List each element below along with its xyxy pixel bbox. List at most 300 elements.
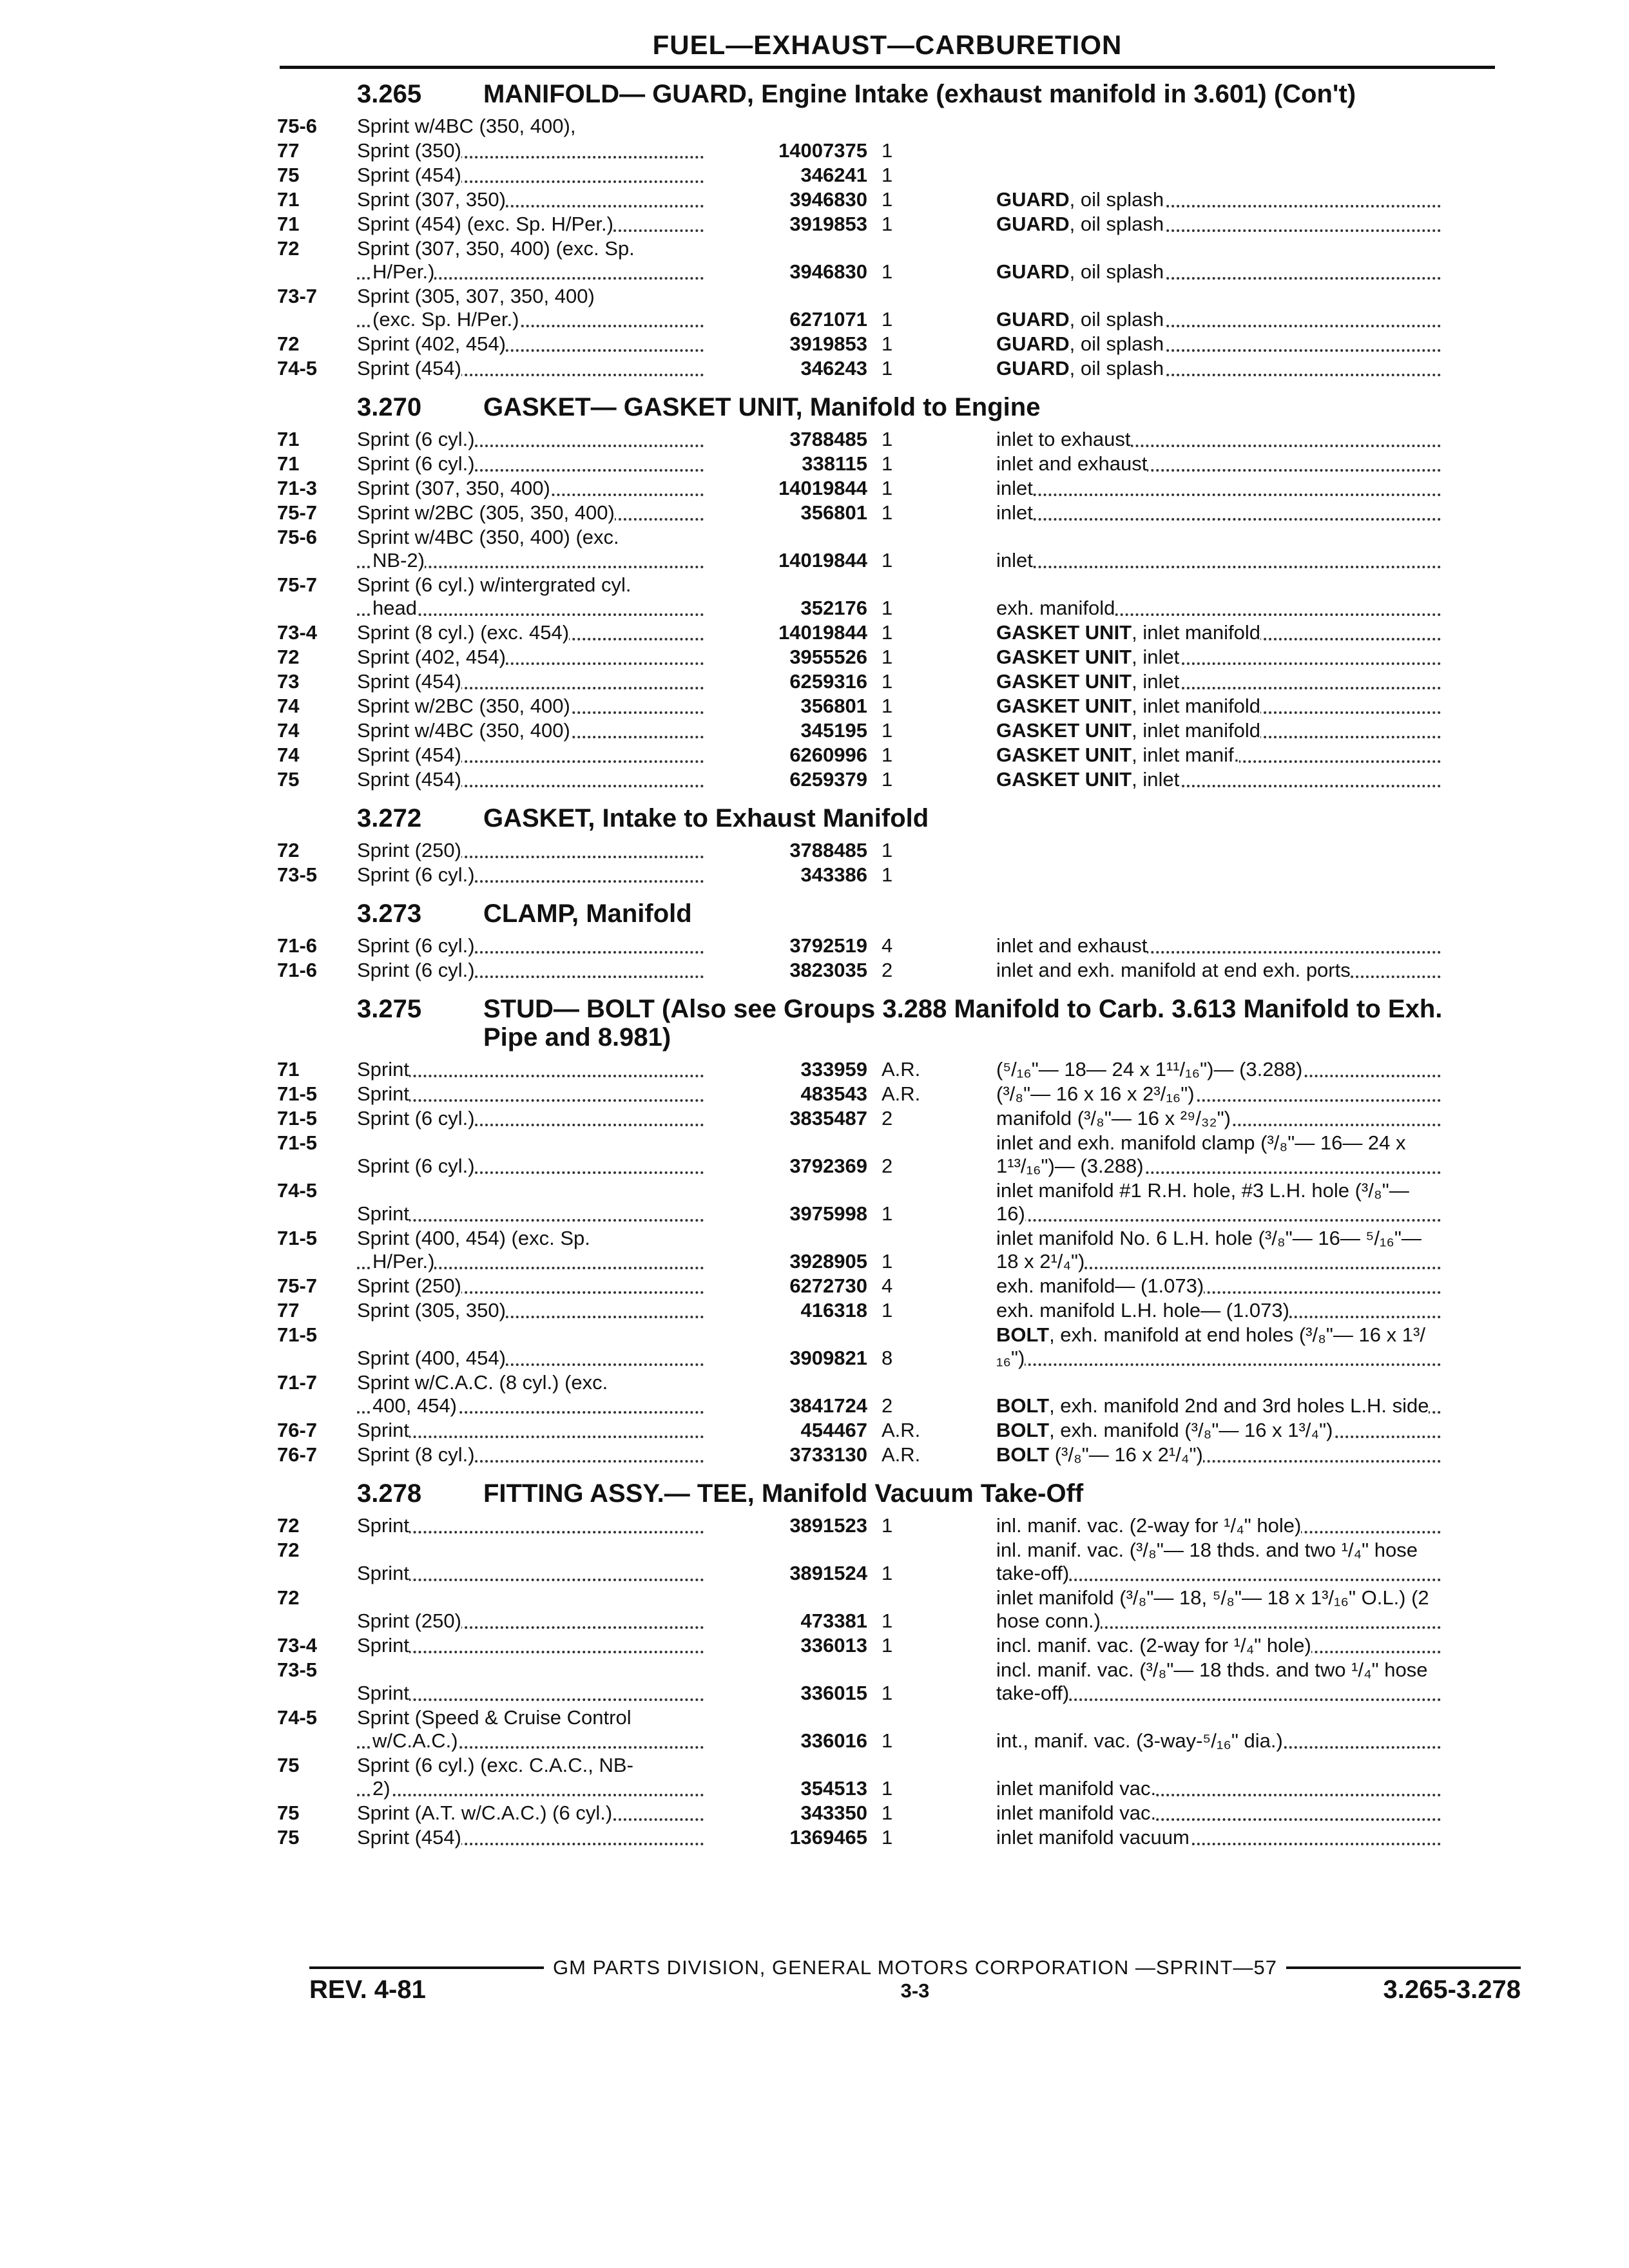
model-application xyxy=(357,934,713,957)
description-text: inlet manifold (³/₈"— 18, ⁵/₈"— 18 x 1³/₁₆" O.L.) (2 hose conn.) xyxy=(996,1586,1429,1632)
model-line xyxy=(357,1419,713,1442)
description-part-name: BOLT xyxy=(996,1394,1050,1417)
model-line xyxy=(357,959,713,982)
part-row xyxy=(277,1299,1501,1322)
part-description xyxy=(919,959,1441,982)
description-part-name: GASKET UNIT xyxy=(996,768,1132,791)
quantity: A.R. xyxy=(882,1443,921,1466)
model-text: Sprint (454) xyxy=(357,1826,461,1849)
model-text: 400, 454) xyxy=(372,1394,457,1417)
part-row xyxy=(277,1443,1501,1466)
model-text: Sprint (A.T. w/C.A.C.) (6 cyl.) xyxy=(357,1802,613,1824)
description-text: exh. manifold xyxy=(996,597,1115,619)
quantity: 1 xyxy=(882,695,893,717)
part-number: 354513 xyxy=(800,1777,867,1800)
model-text: head xyxy=(372,597,417,619)
description-part-name: GASKET UNIT xyxy=(996,670,1132,693)
part-description xyxy=(919,428,1441,451)
part-number: 336015 xyxy=(800,1682,867,1704)
part-description xyxy=(919,695,1441,718)
model-text: Sprint (6 cyl.) (exc. C.A.C., NB- xyxy=(357,1754,633,1776)
model-years: 73-4 xyxy=(277,1634,318,1657)
model-text: H/Per.) xyxy=(372,260,435,283)
part-description xyxy=(919,1634,1441,1657)
part-row xyxy=(277,1514,1501,1537)
part-number: 6271071 xyxy=(789,308,867,331)
model-text: Sprint (402, 454) xyxy=(357,332,506,355)
model-line xyxy=(357,1610,713,1633)
model-years: 75 xyxy=(277,768,300,791)
quantity: A.R. xyxy=(882,1419,921,1441)
description-text: inl. manif. vac. (³/₈"— 18 thds. and two ¹/₄" hose take-off) xyxy=(996,1539,1418,1584)
part-row xyxy=(277,188,1501,211)
quantity: 1 xyxy=(882,188,893,211)
part-number: 1369465 xyxy=(789,1826,867,1849)
quantity: 1 xyxy=(882,768,893,791)
model-line xyxy=(357,719,713,742)
catalog-section xyxy=(277,804,1501,887)
description-text: GASKET UNIT, inlet xyxy=(996,768,1180,791)
part-row xyxy=(277,477,1501,500)
quantity: 1 xyxy=(882,549,893,572)
model-line xyxy=(357,308,713,331)
part-number: 3975998 xyxy=(789,1202,867,1225)
model-years: 71 xyxy=(277,1058,300,1081)
model-application xyxy=(357,1634,713,1657)
model-line xyxy=(357,526,713,549)
section-title: GASKET, Intake to Exhaust Manifold xyxy=(483,804,929,832)
model-application xyxy=(357,452,713,476)
section-heading xyxy=(277,1479,1501,1508)
part-row xyxy=(277,719,1501,742)
model-text: Sprint xyxy=(357,1682,409,1704)
quantity: 1 xyxy=(882,1802,893,1824)
model-years: 75-6 xyxy=(277,115,318,137)
section-heading xyxy=(277,804,1501,832)
quantity: 1 xyxy=(882,839,893,861)
part-number: 3909821 xyxy=(789,1347,867,1369)
model-line xyxy=(357,597,713,620)
part-row xyxy=(277,1274,1501,1298)
description-text: GUARD, oil splash xyxy=(996,213,1164,235)
part-row xyxy=(277,670,1501,693)
quantity: 1 xyxy=(882,670,893,693)
catalog-section xyxy=(277,393,1501,791)
model-application xyxy=(357,1610,713,1633)
part-number: 3788485 xyxy=(789,428,867,450)
model-application xyxy=(357,526,713,572)
model-years: 71-5 xyxy=(277,1227,318,1249)
model-application xyxy=(357,1562,713,1585)
quantity: 1 xyxy=(882,332,893,355)
model-line xyxy=(357,1562,713,1585)
description-text: BOLT (³/₈"— 16 x 2¹/₄") xyxy=(996,1443,1203,1466)
part-row xyxy=(277,695,1501,718)
quantity: 1 xyxy=(882,1202,893,1225)
part-description xyxy=(919,308,1441,331)
quantity: 4 xyxy=(882,1274,893,1297)
description-text: inlet to exhaust xyxy=(996,428,1131,450)
quantity: 1 xyxy=(882,428,893,450)
model-years: 77 xyxy=(277,139,300,162)
part-row xyxy=(277,1754,1501,1800)
model-years: 71 xyxy=(277,188,300,211)
model-application xyxy=(357,1155,713,1178)
model-application xyxy=(357,1107,713,1130)
quantity: 1 xyxy=(882,863,893,886)
part-row xyxy=(277,1706,1501,1753)
quantity: 8 xyxy=(882,1347,893,1369)
part-row xyxy=(277,1826,1501,1849)
quantity: 1 xyxy=(882,1777,893,1800)
part-description xyxy=(919,501,1441,524)
part-number: 3891524 xyxy=(789,1562,867,1584)
model-years: 75 xyxy=(277,1826,300,1849)
model-text: Sprint (6 cyl.) xyxy=(357,1107,475,1129)
description-text: (³/₈"— 16 x 16 x 2³/₁₆") xyxy=(996,1082,1195,1105)
model-years: 75-7 xyxy=(277,501,318,524)
model-years: 71-6 xyxy=(277,934,318,957)
model-line xyxy=(357,1394,713,1418)
model-years: 77 xyxy=(277,1299,300,1321)
model-application xyxy=(357,213,713,236)
part-row xyxy=(277,1323,1501,1370)
part-row xyxy=(277,621,1501,644)
model-years: 72 xyxy=(277,1539,300,1561)
description-text: inlet and exhaust xyxy=(996,452,1148,475)
page-footer xyxy=(309,1941,1521,2012)
part-row xyxy=(277,934,1501,957)
description-part-name: BOLT xyxy=(996,1419,1050,1441)
model-line xyxy=(357,357,713,380)
description-part-name: GUARD xyxy=(996,213,1070,235)
model-line xyxy=(357,1754,713,1777)
footer-revision: REV. 4-81 xyxy=(309,1975,426,2004)
part-row xyxy=(277,959,1501,982)
description-text: exh. manifold L.H. hole— (1.073) xyxy=(996,1299,1289,1321)
description-text: inlet xyxy=(996,477,1033,499)
model-line xyxy=(357,1082,713,1106)
part-number: 416318 xyxy=(800,1299,867,1321)
model-application xyxy=(357,1227,713,1273)
part-number: 3823035 xyxy=(789,959,867,981)
model-text: Sprint (250) xyxy=(357,839,461,861)
part-description xyxy=(919,260,1441,284)
part-number: 3946830 xyxy=(789,260,867,283)
model-years: 72 xyxy=(277,646,300,668)
model-text: Sprint (8 cyl.) (exc. 454) xyxy=(357,621,570,644)
description-text: (⁵/₁₆"— 18— 24 x 1¹¹/₁₆")— (3.288) xyxy=(996,1058,1303,1081)
description-text: GASKET UNIT, inlet manifold xyxy=(996,621,1261,644)
model-line xyxy=(357,839,713,862)
model-text: Sprint w/C.A.C. (8 cyl.) (exc. xyxy=(357,1371,608,1394)
model-text: Sprint (454) xyxy=(357,670,461,693)
part-description xyxy=(919,1777,1441,1800)
model-text: Sprint (400, 454) (exc. Sp. xyxy=(357,1227,590,1249)
part-description xyxy=(919,1299,1441,1322)
model-application xyxy=(357,332,713,356)
section-title: FITTING ASSY.— TEE, Manifold Vacuum Take-Off xyxy=(483,1479,1084,1508)
section-number: 3.272 xyxy=(357,804,422,832)
model-years: 71-7 xyxy=(277,1371,318,1394)
footer-rule-left xyxy=(309,1966,544,1969)
part-number: 345195 xyxy=(800,719,867,742)
model-application xyxy=(357,1347,713,1370)
part-number: 14019844 xyxy=(778,549,867,572)
model-line xyxy=(357,260,713,284)
part-row xyxy=(277,1802,1501,1825)
description-text: GASKET UNIT, inlet xyxy=(996,646,1180,668)
quantity: 1 xyxy=(882,1514,893,1537)
model-application xyxy=(357,164,713,187)
quantity: 1 xyxy=(882,1610,893,1632)
part-row xyxy=(277,139,1501,162)
part-description xyxy=(919,1539,1441,1585)
model-line xyxy=(357,139,713,162)
quantity: 2 xyxy=(882,1107,893,1129)
model-text: Sprint xyxy=(357,1058,409,1081)
section-heading xyxy=(277,393,1501,421)
model-years: 74 xyxy=(277,744,300,766)
model-application xyxy=(357,670,713,693)
part-description xyxy=(919,213,1441,236)
model-years: 75 xyxy=(277,164,300,186)
model-line xyxy=(357,1299,713,1322)
model-line xyxy=(357,213,713,236)
model-line xyxy=(357,1347,713,1370)
description-text: incl. manif. vac. (³/₈"— 18 thds. and two ¹/₄" hose take-off) xyxy=(996,1658,1428,1704)
part-row xyxy=(277,768,1501,791)
part-number: 333959 xyxy=(800,1058,867,1081)
quantity: 1 xyxy=(882,213,893,235)
model-line xyxy=(357,477,713,500)
model-text: w/C.A.C.) xyxy=(372,1729,458,1752)
description-text: inlet manifold No. 6 L.H. hole (³/₈"— 16— ⁵/₁₆"— 18 x 2¹/₄") xyxy=(996,1227,1422,1273)
model-text: Sprint xyxy=(357,1202,409,1225)
quantity: 1 xyxy=(882,597,893,619)
model-years: 72 xyxy=(277,332,300,355)
quantity: 2 xyxy=(882,1394,893,1417)
model-application xyxy=(357,115,713,138)
model-text: Sprint xyxy=(357,1082,409,1105)
model-line xyxy=(357,285,713,308)
model-text: Sprint xyxy=(357,1562,409,1584)
model-text: Sprint (305, 307, 350, 400) xyxy=(357,285,595,307)
quantity: 1 xyxy=(882,1250,893,1273)
part-number: 3835487 xyxy=(789,1107,867,1129)
model-text: Sprint (6 cyl.) xyxy=(357,428,475,450)
model-text: Sprint (305, 350) xyxy=(357,1299,506,1321)
part-description xyxy=(919,1514,1441,1537)
part-row xyxy=(277,839,1501,862)
model-text: Sprint (454) xyxy=(357,768,461,791)
part-description xyxy=(919,452,1441,476)
model-line xyxy=(357,332,713,356)
quantity: 1 xyxy=(882,164,893,186)
part-description xyxy=(919,1058,1441,1081)
model-text: NB-2) xyxy=(372,549,425,572)
part-description xyxy=(919,1227,1441,1273)
section-title: GASKET— GASKET UNIT, Manifold to Engine xyxy=(483,393,1041,421)
section-heading xyxy=(277,899,1501,928)
model-years: 74 xyxy=(277,719,300,742)
part-description xyxy=(919,768,1441,791)
part-description xyxy=(919,477,1441,500)
description-text: inlet xyxy=(996,549,1033,572)
model-line xyxy=(357,115,713,138)
description-text: GUARD, oil splash xyxy=(996,332,1164,355)
description-text: GASKET UNIT, inlet manif. xyxy=(996,744,1240,766)
parts-catalog-body xyxy=(277,80,1501,1850)
model-text: Sprint (307, 350, 400) (exc. Sp. xyxy=(357,237,635,260)
catalog-section xyxy=(277,80,1501,380)
part-row xyxy=(277,1586,1501,1633)
model-line xyxy=(357,621,713,644)
description-text: GUARD, oil splash xyxy=(996,260,1164,283)
model-years: 74-5 xyxy=(277,1179,318,1202)
model-line xyxy=(357,1274,713,1298)
part-number: 352176 xyxy=(800,597,867,619)
model-years: 76-7 xyxy=(277,1443,318,1466)
model-line xyxy=(357,646,713,669)
quantity: 1 xyxy=(882,744,893,766)
model-line xyxy=(357,428,713,451)
model-application xyxy=(357,839,713,862)
model-text: Sprint w/4BC (350, 400), xyxy=(357,115,576,137)
model-text: Sprint (454) xyxy=(357,164,461,186)
model-text: Sprint w/4BC (350, 400) xyxy=(357,719,570,742)
model-application xyxy=(357,1754,713,1800)
description-text: inlet manifold vac. xyxy=(996,1802,1157,1824)
model-application xyxy=(357,863,713,887)
description-text: inl. manif. vac. (2-way for ¹/₄" hole) xyxy=(996,1514,1302,1537)
model-application xyxy=(357,959,713,982)
model-text: Sprint xyxy=(357,1419,409,1441)
quantity: 1 xyxy=(882,646,893,668)
part-number: 3891523 xyxy=(789,1514,867,1537)
part-number: 14007375 xyxy=(778,139,867,162)
model-line xyxy=(357,1729,713,1753)
model-line xyxy=(357,670,713,693)
model-application xyxy=(357,768,713,791)
part-number: 483543 xyxy=(800,1082,867,1105)
model-line xyxy=(357,573,713,597)
model-line xyxy=(357,768,713,791)
quantity: 1 xyxy=(882,139,893,162)
catalog-section xyxy=(277,1479,1501,1849)
part-description xyxy=(919,1443,1441,1466)
part-description xyxy=(919,1826,1441,1849)
description-part-name: GUARD xyxy=(996,188,1070,211)
model-application xyxy=(357,1371,713,1418)
description-part-name: GUARD xyxy=(996,260,1070,283)
description-text: inlet and exh. manifold clamp (³/₈"— 16— 24 x 1¹³/₁₆")— (3.288) xyxy=(996,1131,1406,1177)
footer-rule-right xyxy=(1286,1966,1521,1969)
description-text: manifold (³/₈"— 16 x ²⁹/₃₂") xyxy=(996,1107,1231,1129)
part-description xyxy=(919,188,1441,211)
part-number: 14019844 xyxy=(778,621,867,644)
model-line xyxy=(357,863,713,887)
footer-page-number: 3-3 xyxy=(900,1979,930,2002)
part-description xyxy=(919,332,1441,356)
part-number: 3792519 xyxy=(789,934,867,957)
model-text: Sprint (250) xyxy=(357,1274,461,1297)
part-description xyxy=(919,1107,1441,1130)
part-number: 6259379 xyxy=(789,768,867,791)
model-text: Sprint (250) xyxy=(357,1610,461,1632)
model-application xyxy=(357,285,713,331)
model-text: Sprint (307, 350) xyxy=(357,188,506,211)
model-line xyxy=(357,1682,713,1705)
model-text: Sprint (402, 454) xyxy=(357,646,506,668)
section-title: MANIFOLD— GUARD, Engine Intake (exhaust manifold in 3.601) (Con't) xyxy=(483,80,1356,108)
model-years: 71 xyxy=(277,428,300,450)
model-text: Sprint (Speed & Cruise Control xyxy=(357,1706,631,1729)
part-row xyxy=(277,1082,1501,1106)
part-number: 346243 xyxy=(800,357,867,380)
model-line xyxy=(357,1706,713,1729)
model-years: 73-5 xyxy=(277,1658,318,1681)
section-number: 3.273 xyxy=(357,899,422,928)
quantity: 1 xyxy=(882,501,893,524)
model-application xyxy=(357,477,713,500)
model-years: 74-5 xyxy=(277,357,318,380)
model-line xyxy=(357,1058,713,1081)
quantity: 4 xyxy=(882,934,893,957)
model-years: 71-6 xyxy=(277,959,318,981)
quantity: 1 xyxy=(882,452,893,475)
description-text: BOLT, exh. manifold 2nd and 3rd holes L.H. side xyxy=(996,1394,1429,1417)
model-years: 74-5 xyxy=(277,1706,318,1729)
model-line xyxy=(357,1202,713,1225)
model-application xyxy=(357,1802,713,1825)
part-row xyxy=(277,357,1501,380)
part-number: 6259316 xyxy=(789,670,867,693)
quantity: 1 xyxy=(882,1682,893,1704)
model-application xyxy=(357,744,713,767)
part-description xyxy=(919,1082,1441,1106)
part-number: 6272730 xyxy=(789,1274,867,1297)
model-application xyxy=(357,357,713,380)
model-application xyxy=(357,1202,713,1225)
part-row xyxy=(277,164,1501,187)
part-row xyxy=(277,863,1501,887)
model-line xyxy=(357,1107,713,1130)
part-number: 3955526 xyxy=(789,646,867,668)
model-line xyxy=(357,1371,713,1394)
model-text: Sprint (6 cyl.) w/intergrated cyl. xyxy=(357,573,631,596)
part-row xyxy=(277,1371,1501,1418)
description-text: GASKET UNIT, inlet xyxy=(996,670,1180,693)
model-years: 73-5 xyxy=(277,863,318,886)
model-text: Sprint (6 cyl.) xyxy=(357,959,475,981)
footer-section-range: 3.265-3.278 xyxy=(1383,1975,1521,2004)
model-line xyxy=(357,501,713,524)
model-years: 75-7 xyxy=(277,1274,318,1297)
part-row xyxy=(277,1058,1501,1081)
description-part-name: GUARD xyxy=(996,357,1070,380)
part-number: 3792369 xyxy=(789,1155,867,1177)
description-part-name: GASKET UNIT xyxy=(996,744,1132,766)
model-text: Sprint (8 cyl.) xyxy=(357,1443,475,1466)
part-row xyxy=(277,237,1501,284)
model-years: 71-5 xyxy=(277,1131,318,1154)
part-description xyxy=(919,1729,1441,1753)
section-title: STUD— BOLT (Also see Groups 3.288 Manifold to Carb. 3.613 Manifold to Exh. Pipe and 8.981) xyxy=(483,995,1443,1052)
part-number: 3946830 xyxy=(789,188,867,211)
description-part-name: GASKET UNIT xyxy=(996,621,1132,644)
model-years: 71 xyxy=(277,213,300,235)
